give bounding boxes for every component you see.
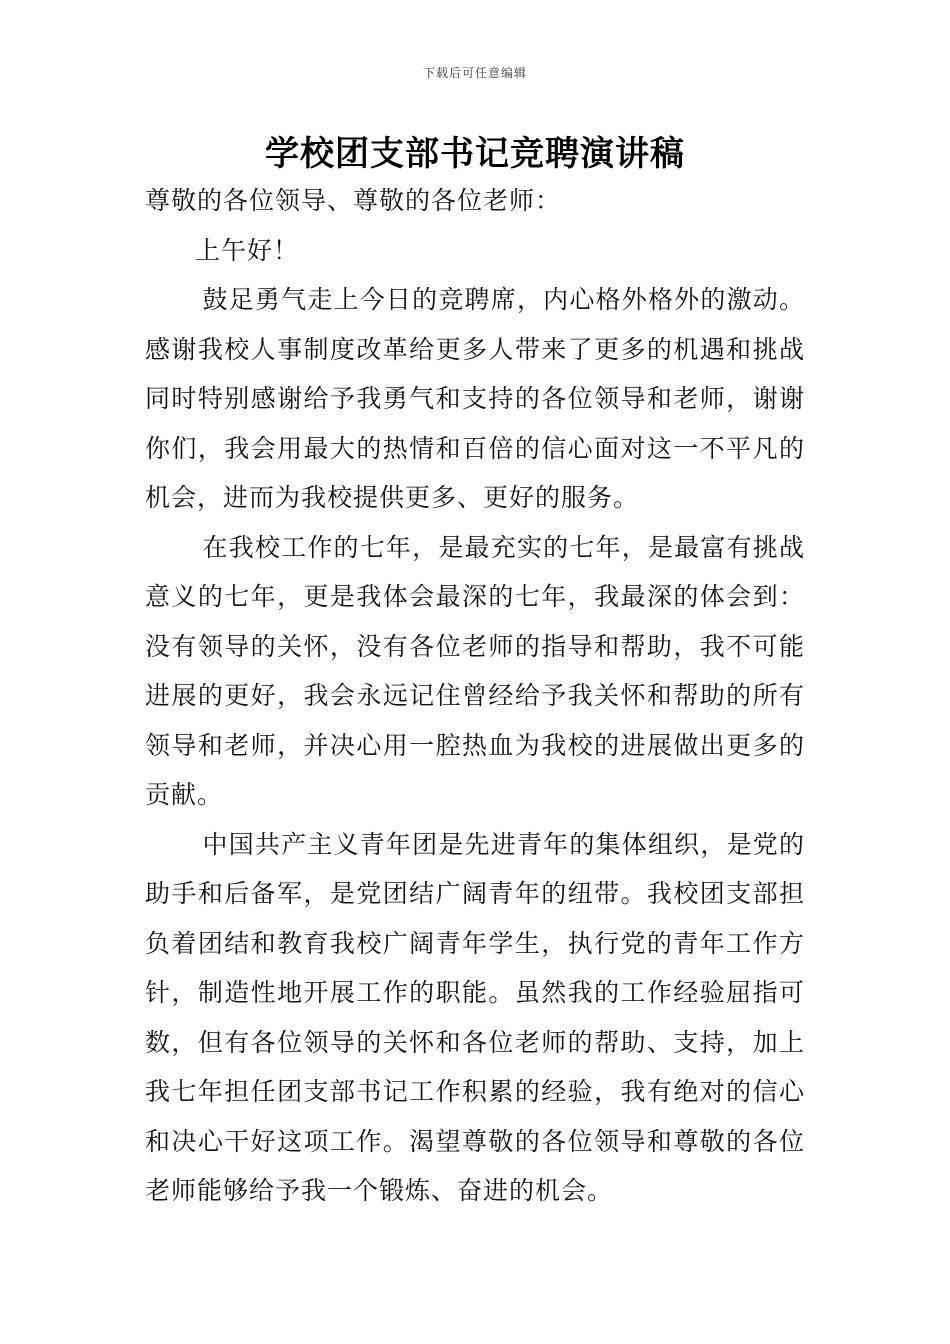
greeting: 上午好！ — [195, 235, 300, 265]
paragraph-2: 在我校工作的七年，是最充实的七年，是最富有挑战意义的七年，更是我体会最深的七年，我最深的体会到：没有领导的关怀，没有各位老师的指导和帮助，我不可能进展的更好，我会永远记住曾经给予我关怀和帮助的所有领导和老师，并决心用一腔热血为我校的进展做出更多的贡献。 — [145, 532, 805, 809]
paragraph-1: 鼓足勇气走上今日的竞聘席，内心格外格外的激动。感谢我校人事制度改革给更多人带来了更多的机遇和挑战同时特别感谢给予我勇气和支持的各位领导和老师，谢谢你们，我会用最大的热情和百倍的信心面对这一不平凡的机会，进而为我校提供更多、更好的服务。 — [145, 285, 805, 512]
salutation: 尊敬的各位领导、尊敬的各位老师： — [145, 186, 562, 215]
paragraph-3: 中国共产主义青年团是先进青年的集体组织，是党的助手和后备军，是党团结广阔青年的纽带。我校团支部担负着团结和教育我校广阔青年学生，执行党的青年工作方针，制造性地开展工作的职能。虽然我的工作经验屈指可数，但有各位领导的关怀和各位老师的帮助、支持，加上我七年担任团支部书记工作积累的经验，我有绝对的信心和决心干好这项工作。渴望尊敬的各位领导和尊敬的各位老师能够给予我一个锻炼、奋进的机会。 — [145, 829, 805, 1205]
document-title: 学校团支部书记竞聘演讲稿 — [265, 134, 685, 174]
page-header-note: 下载后可任意编辑 — [422, 66, 527, 80]
document-body — [145, 176, 805, 1216]
